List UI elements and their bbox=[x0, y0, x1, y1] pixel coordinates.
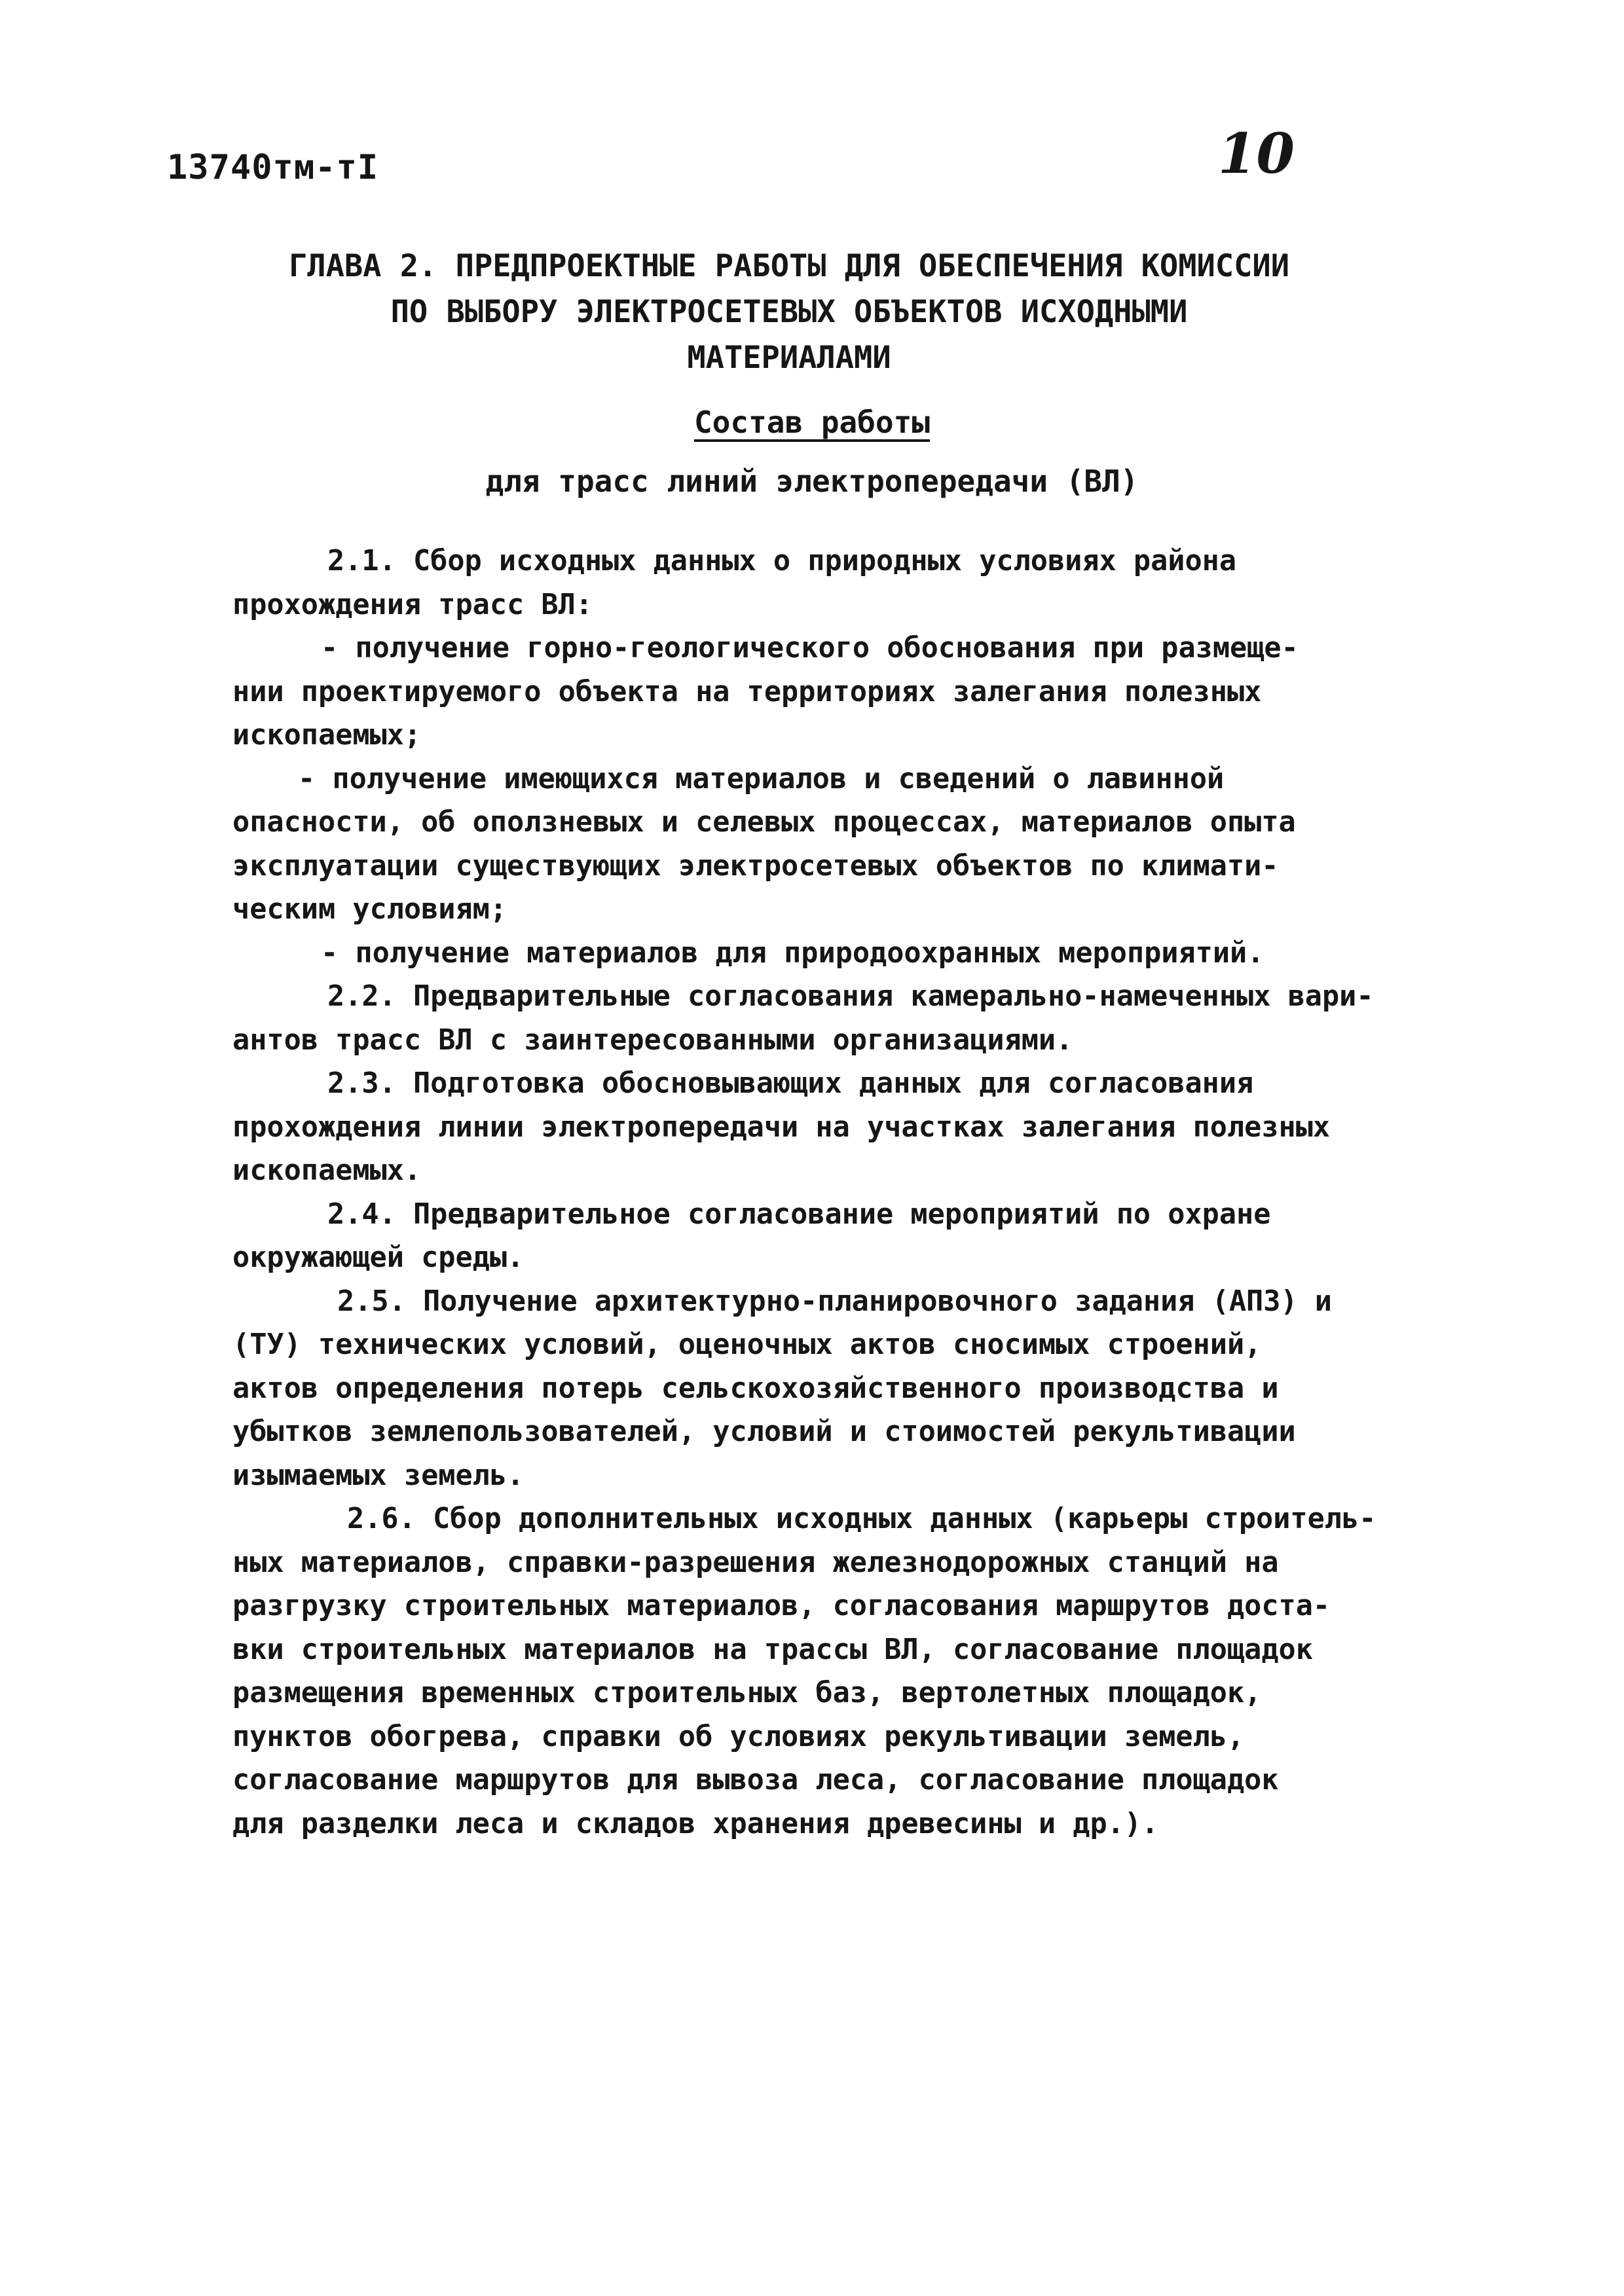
paragraph-line: для разделки леса и складов хранения древесины и др.). bbox=[232, 1807, 1159, 1840]
paragraph-line: прохождения трасс ВЛ: bbox=[232, 588, 593, 621]
paragraph-line: разгрузку строительных материалов, согласования маршрутов доста- bbox=[232, 1590, 1331, 1622]
paragraph-line: 2.3. Подготовка обосновывающих данных для согласования bbox=[327, 1067, 1254, 1100]
paragraph-line: ископаемых. bbox=[232, 1154, 422, 1187]
paragraph-line: антов трасс ВЛ с заинтересованными организациями. bbox=[232, 1023, 1073, 1057]
paragraph-line: опасности, об оползневых и селевых процессах, материалов опыта bbox=[232, 806, 1296, 839]
chapter-title-line: ПО ВЫБОРУ ЭЛЕКТРОСЕТЕВЫХ ОБЪЕКТОВ ИСХОДНЫМИ bbox=[390, 294, 1188, 330]
chapter-title-line: МАТЕРИАЛАМИ bbox=[687, 340, 891, 376]
paragraph-line: вки строительных материалов на трассы ВЛ, согласование площадок bbox=[232, 1633, 1313, 1666]
paragraph-line: нии проектируемого объекта на территориях залегания полезных bbox=[232, 675, 1262, 708]
body-text bbox=[232, 539, 1431, 1846]
paragraph-line: размещения временных строительных баз, вертолетных площадок, bbox=[232, 1677, 1262, 1709]
paragraph-line: 2.1. Сбор исходных данных о природных условиях района bbox=[327, 545, 1237, 577]
chapter-title-line: ГЛАВА 2. ПРЕДПРОЕКТНЫЕ РАБОТЫ ДЛЯ ОБЕСПЕЧЕНИЯ КОМИССИИ bbox=[288, 248, 1289, 284]
paragraph-line: окружающей среды. bbox=[232, 1241, 525, 1274]
paragraph-line: ческим условиям; bbox=[232, 893, 507, 926]
section-heading bbox=[151, 405, 1473, 440]
paragraph-line: - получение имеющихся материалов и сведений о лавинной bbox=[298, 762, 1225, 795]
paragraph-line: ископаемых; bbox=[232, 719, 422, 752]
paragraph-line: 2.6. Сбор дополнительных исходных данных (карьеры строитель- bbox=[347, 1503, 1376, 1535]
paragraph-line: убытков землепользователей, условий и стоимостей рекультивации bbox=[232, 1415, 1296, 1448]
paragraph-line: согласование маршрутов для вывоза леса, согласование площадок bbox=[232, 1764, 1279, 1796]
paragraph-line: (ТУ) технических условий, оценочных актов сносимых строений, bbox=[232, 1328, 1262, 1361]
paragraph-line: - получение горно-геологического обоснования при размеще- bbox=[321, 632, 1299, 665]
paragraph-line: актов определения потерь сельскохозяйственного производства и bbox=[232, 1372, 1279, 1405]
paragraph-line: 2.2. Предварительные согласования камерально-намеченных вари- bbox=[327, 980, 1374, 1013]
paragraph-line: ных материалов, справки-разрешения железнодорожных станций на bbox=[232, 1546, 1279, 1579]
paragraph-line: 2.5. Получение архитектурно-планировочного задания (АПЗ) и bbox=[337, 1285, 1332, 1318]
paragraph-line: прохождения линии электропередачи на участках залегания полезных bbox=[232, 1110, 1331, 1144]
paragraph-line: пунктов обогрева, справки об условиях рекультивации земель, bbox=[232, 1720, 1245, 1753]
document-code: 13740тм-тI bbox=[167, 148, 379, 187]
section-heading-text: Состав работы bbox=[693, 405, 931, 440]
paragraph-line: эксплуатации существующих электросетевых объектов по климати- bbox=[232, 849, 1279, 883]
paragraph-line: изымаемых земель. bbox=[232, 1459, 525, 1492]
section-subheading: для трасс линий электропередачи (ВЛ) bbox=[485, 464, 1139, 499]
page-number: 10 bbox=[1218, 121, 1295, 186]
chapter-title bbox=[216, 244, 1362, 381]
paragraph-line: 2.4. Предварительное согласование мероприятий по охране bbox=[327, 1197, 1271, 1231]
paragraph-line: - получение материалов для природоохранных мероприятий. bbox=[321, 936, 1264, 970]
